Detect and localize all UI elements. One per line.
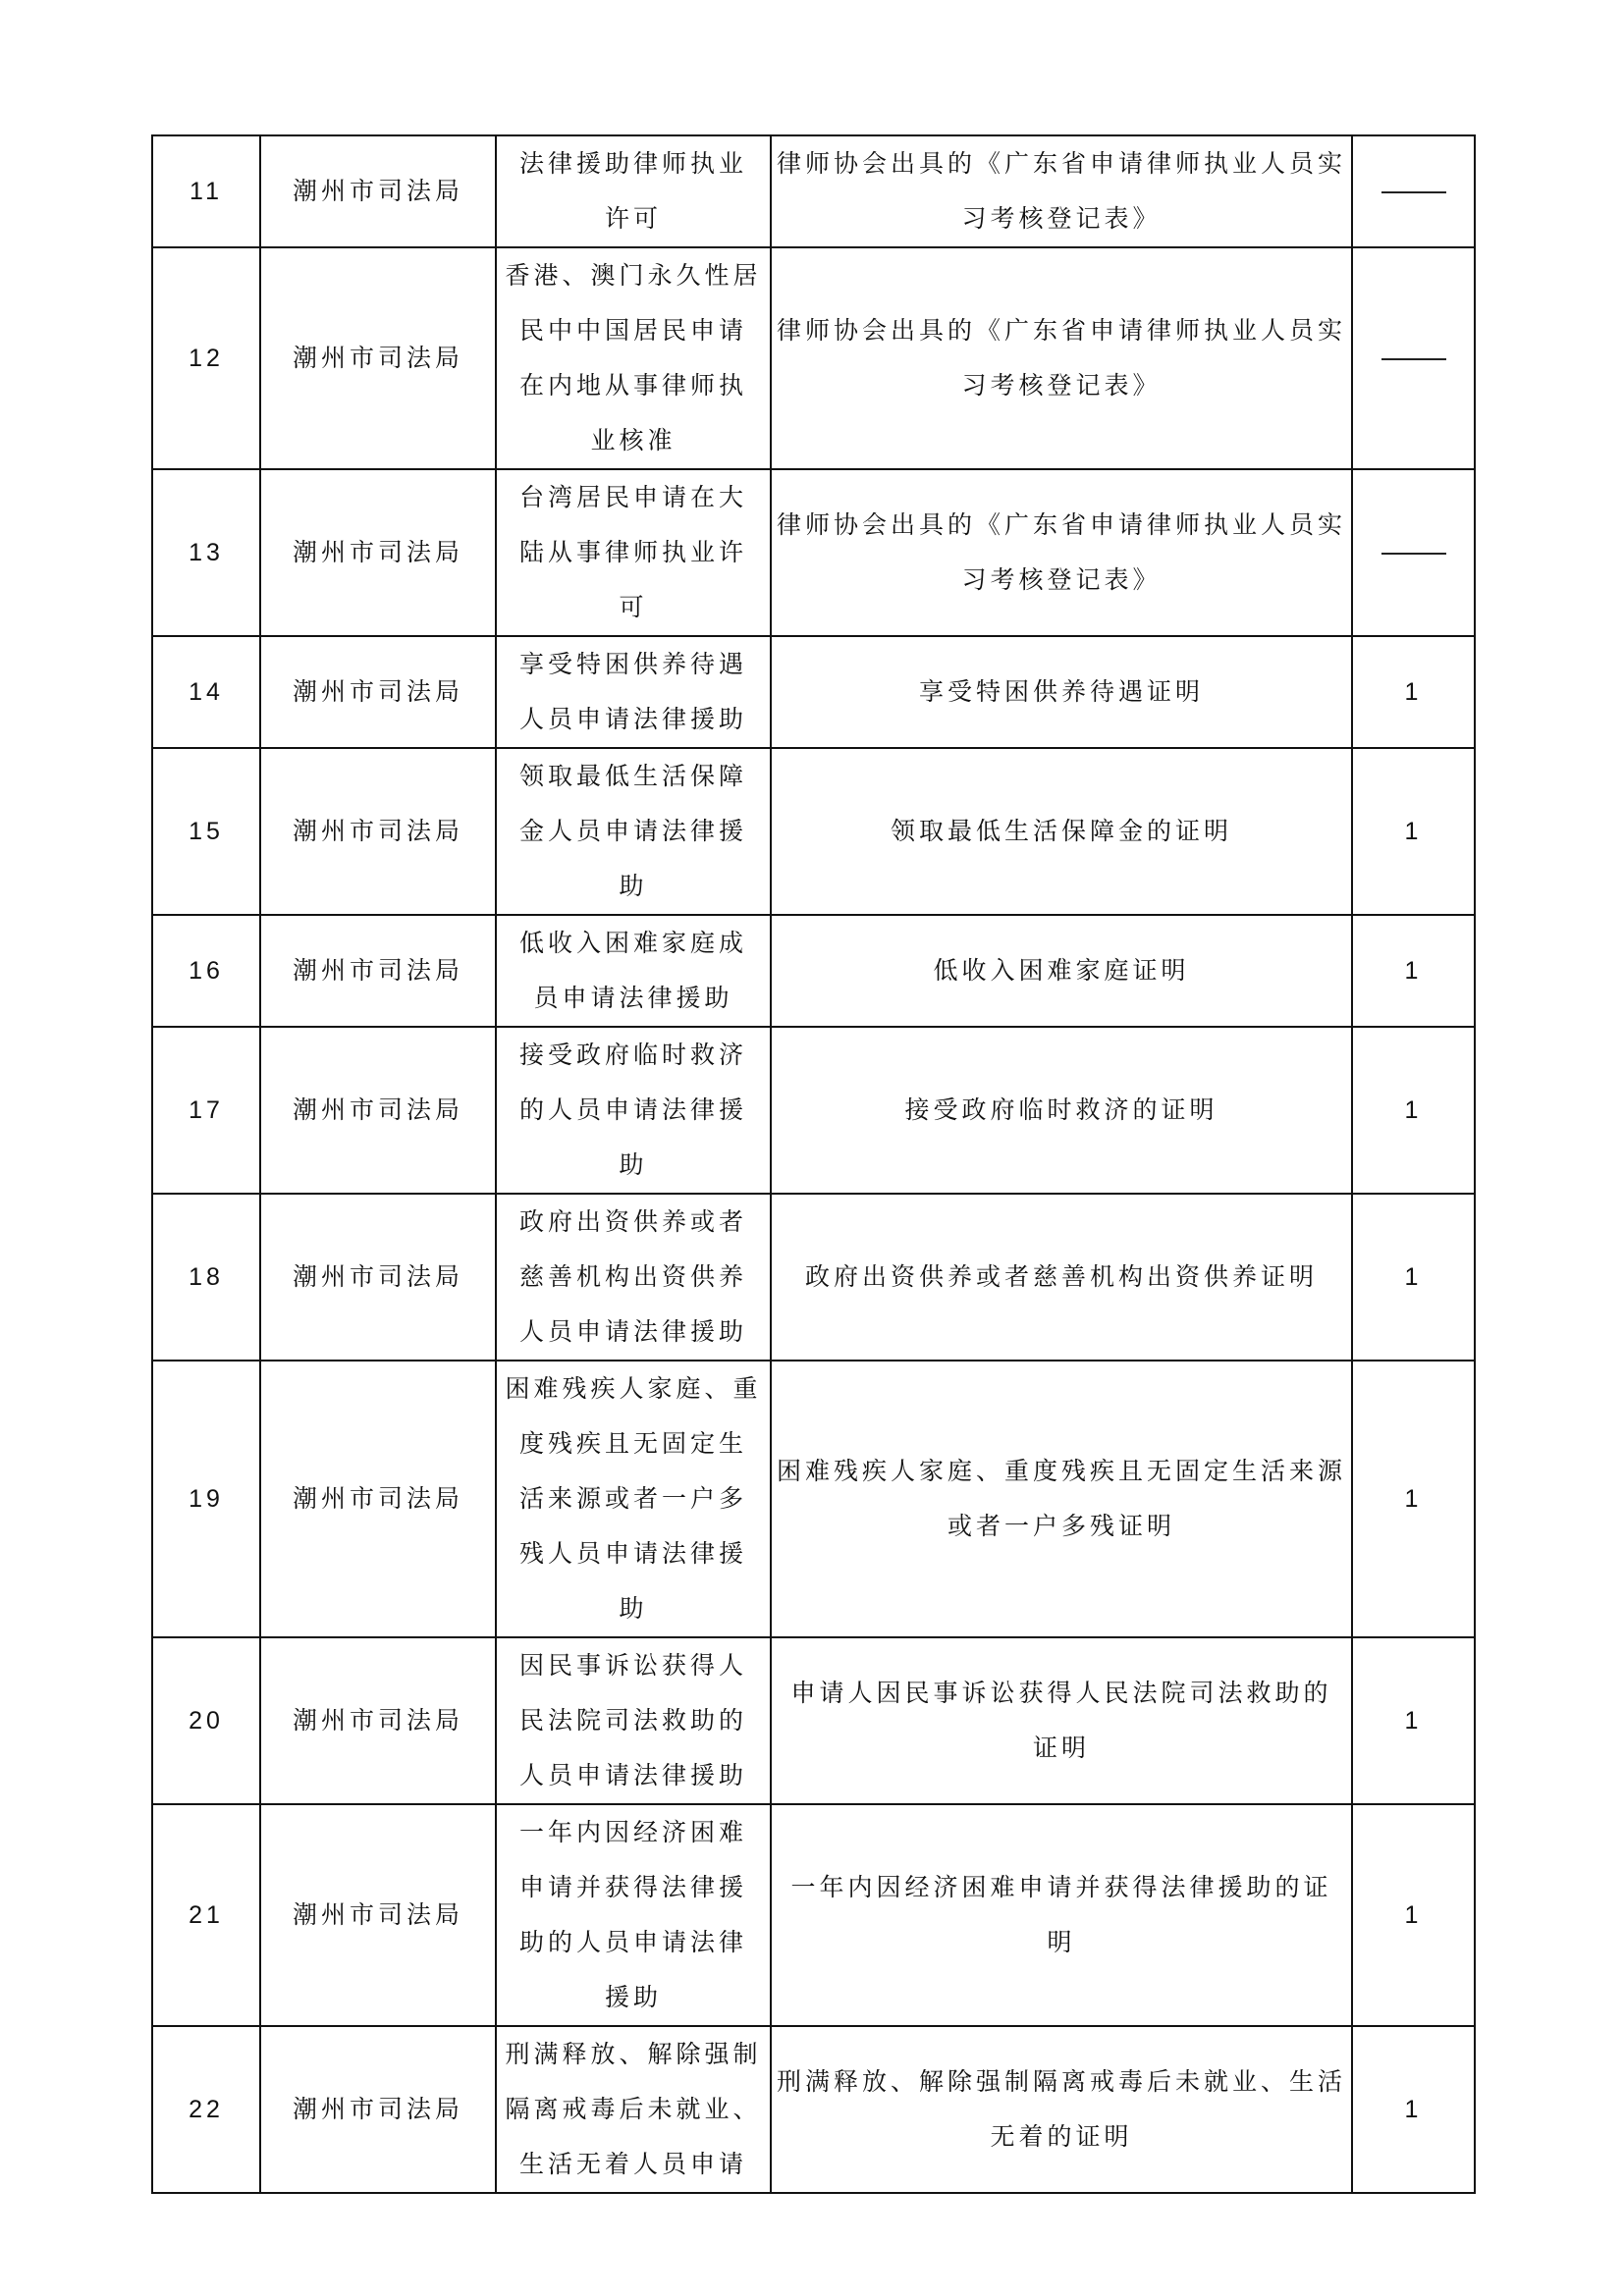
required-material-cell: 领取最低生活保障金的证明 [771,748,1352,915]
service-item-cell: 香港、澳门永久性居 民中中国居民申请 在内地从事律师执 业核准 [496,247,771,469]
row-number: 15 [152,748,260,915]
dash-mark [1381,358,1446,360]
department-cell: 潮州市司法局 [260,2026,496,2193]
count-cell: 1 [1352,1194,1475,1361]
row-number: 19 [152,1361,260,1637]
row-number: 16 [152,915,260,1027]
row-number: 22 [152,2026,260,2193]
row-number: 11 [152,135,260,247]
required-material-cell: 享受特困供养待遇证明 [771,636,1352,748]
service-item-cell: 因民事诉讼获得人 民法院司法救助的 人员申请法律援助 [496,1637,771,1804]
table-row [152,469,1475,636]
department-cell: 潮州市司法局 [260,748,496,915]
service-item-cell: 困难残疾人家庭、重 度残疾且无固定生 活来源或者一户多 残人员申请法律援 助 [496,1361,771,1637]
table-row [152,247,1475,469]
count-cell: 1 [1352,748,1475,915]
count-cell [1352,247,1475,469]
service-item-cell: 政府出资供养或者 慈善机构出资供养 人员申请法律援助 [496,1194,771,1361]
department-cell: 潮州市司法局 [260,1194,496,1361]
service-item-cell: 法律援助律师执业 许可 [496,135,771,247]
department-cell: 潮州市司法局 [260,1804,496,2026]
required-material-cell: 困难残疾人家庭、重度残疾且无固定生活来源 或者一户多残证明 [771,1361,1352,1637]
service-item-cell: 享受特困供养待遇 人员申请法律援助 [496,636,771,748]
row-number: 20 [152,1637,260,1804]
required-material-cell: 刑满释放、解除强制隔离戒毒后未就业、生活 无着的证明 [771,2026,1352,2193]
row-number: 21 [152,1804,260,2026]
department-cell: 潮州市司法局 [260,469,496,636]
department-cell: 潮州市司法局 [260,1027,496,1194]
table-row [152,1361,1475,1637]
row-number: 14 [152,636,260,748]
table-row [152,1027,1475,1194]
count-cell [1352,135,1475,247]
required-material-cell: 政府出资供养或者慈善机构出资供养证明 [771,1194,1352,1361]
table-row [152,1804,1475,2026]
department-cell: 潮州市司法局 [260,247,496,469]
row-number: 12 [152,247,260,469]
table-row [152,1194,1475,1361]
required-material-cell: 低收入困难家庭证明 [771,915,1352,1027]
department-cell: 潮州市司法局 [260,1361,496,1637]
count-cell [1352,469,1475,636]
count-cell: 1 [1352,636,1475,748]
count-cell: 1 [1352,1361,1475,1637]
count-cell: 1 [1352,1804,1475,2026]
department-cell: 潮州市司法局 [260,915,496,1027]
dash-mark [1381,553,1446,555]
required-material-cell: 申请人因民事诉讼获得人民法院司法救助的 证明 [771,1637,1352,1804]
required-material-cell: 一年内因经济困难申请并获得法律援助的证 明 [771,1804,1352,2026]
row-number: 17 [152,1027,260,1194]
table-row [152,636,1475,748]
service-item-cell: 接受政府临时救济 的人员申请法律援 助 [496,1027,771,1194]
service-item-cell: 刑满释放、解除强制 隔离戒毒后未就业、 生活无着人员申请 [496,2026,771,2193]
table-row [152,1637,1475,1804]
materials-table [151,134,1476,2194]
department-cell: 潮州市司法局 [260,135,496,247]
row-number: 13 [152,469,260,636]
required-material-cell: 律师协会出具的《广东省申请律师执业人员实 习考核登记表》 [771,135,1352,247]
table-row [152,135,1475,247]
service-item-cell: 一年内因经济困难 申请并获得法律援 助的人员申请法律 援助 [496,1804,771,2026]
table-row [152,2026,1475,2193]
required-material-cell: 律师协会出具的《广东省申请律师执业人员实 习考核登记表》 [771,469,1352,636]
count-cell: 1 [1352,1637,1475,1804]
table-row [152,748,1475,915]
service-item-cell: 台湾居民申请在大 陆从事律师执业许 可 [496,469,771,636]
dash-mark [1381,191,1446,193]
service-item-cell: 领取最低生活保障 金人员申请法律援 助 [496,748,771,915]
count-cell: 1 [1352,915,1475,1027]
department-cell: 潮州市司法局 [260,1637,496,1804]
required-material-cell: 接受政府临时救济的证明 [771,1027,1352,1194]
table-row [152,915,1475,1027]
required-material-cell: 律师协会出具的《广东省申请律师执业人员实 习考核登记表》 [771,247,1352,469]
row-number: 18 [152,1194,260,1361]
service-item-cell: 低收入困难家庭成 员申请法律援助 [496,915,771,1027]
department-cell: 潮州市司法局 [260,636,496,748]
count-cell: 1 [1352,1027,1475,1194]
count-cell: 1 [1352,2026,1475,2193]
